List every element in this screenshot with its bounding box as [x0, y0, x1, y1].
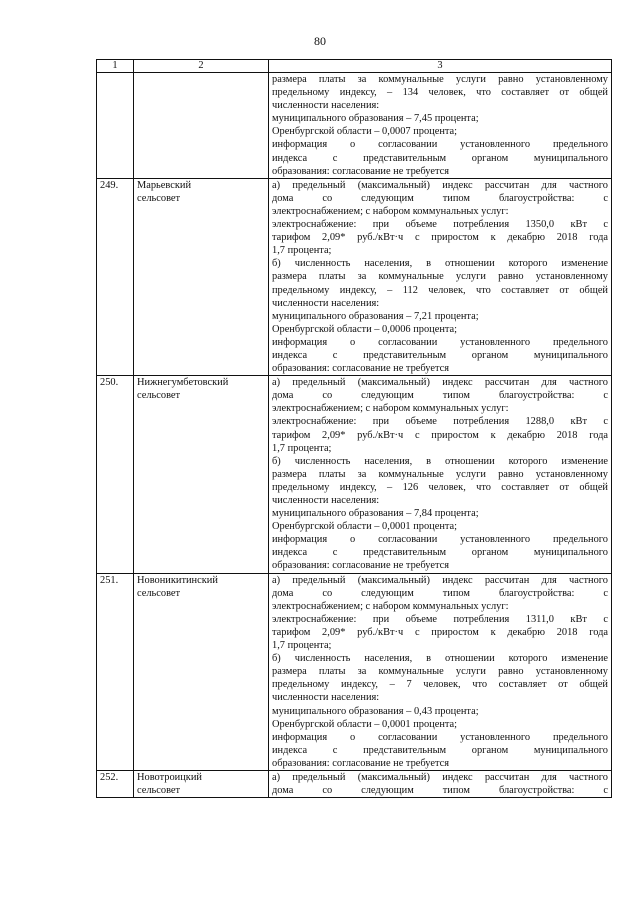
description-line: б) численность населения, в отношении которого изменение	[272, 653, 608, 665]
description-line: размера платы за коммунальные услуги равно установленному	[272, 74, 608, 85]
description-line: дома со следующим типом благоустройства: с	[272, 192, 608, 204]
description-line: муниципального образования – 7,21 процента;	[272, 310, 479, 322]
description-line: информация о согласовании установленного предельного	[272, 336, 608, 348]
description-line: 1,7 процента;	[272, 245, 332, 257]
description-line: б) численность населения, в отношении которого изменение	[272, 455, 608, 467]
description-line: тарифом 2,09* руб./кВт·ч с приростом к декабрю 2018 года	[272, 429, 608, 441]
row-number: 252.	[97, 770, 134, 797]
description-line: численности населения:	[272, 495, 380, 506]
description-line: Оренбургской области – 0,0001 процента;	[272, 718, 458, 730]
table-body	[97, 73, 612, 798]
table-row	[97, 770, 612, 797]
description-line: предельному индексу, – 7 человек, что составляет от общей	[272, 679, 608, 691]
description-line: электроснабжение: при объеме потребления 1350,0 кВт с	[272, 219, 608, 231]
municipality-name: Новотроицкий сельсовет	[134, 770, 269, 797]
column-header-1: 1	[97, 60, 134, 73]
description-line: муниципального образования – 0,43 процента;	[272, 705, 479, 717]
description-line: индекса с представительным органом муниципального	[272, 152, 608, 164]
table-row	[97, 573, 612, 770]
description-line: предельному индексу, – 134 человек, что составляет от общей	[272, 87, 608, 99]
continuation-row	[97, 73, 612, 179]
row-number: 249.	[97, 178, 134, 375]
municipality-cell	[134, 73, 269, 179]
municipality-name: Марьевский сельсовет	[134, 178, 269, 375]
table-header-row	[97, 60, 612, 73]
row-number: 251.	[97, 573, 134, 770]
description-line: муниципального образования – 7,45 процента;	[272, 113, 479, 125]
page-number: 80	[314, 34, 326, 48]
description-line: 1,7 процента;	[272, 640, 332, 652]
description-line: Оренбургской области – 0,0001 процента;	[272, 521, 458, 533]
description-line: электроснабжением; с набором коммунальных услуг:	[272, 403, 509, 415]
description-line: индекса с представительным органом муниципального	[272, 349, 608, 361]
description-line: а) предельный (максимальный) индекс рассчитан для частного	[272, 771, 608, 783]
municipality-name: Нижнегумбетовский сельсовет	[134, 376, 269, 573]
description-line: численности населения:	[272, 100, 380, 112]
description-line: численности населения:	[272, 692, 380, 704]
description-line: дома со следующим типом благоустройства: с	[272, 390, 608, 402]
description-line: муниципального образования – 7,84 процента;	[272, 508, 479, 520]
row-number-cell	[97, 73, 134, 179]
description-line: информация о согласовании установленного предельного	[272, 139, 608, 151]
description-line: предельному индексу, – 112 человек, что составляет от общей	[272, 284, 608, 296]
description-line: предельному индексу, – 126 человек, что составляет от общей	[272, 481, 608, 493]
description-cell	[269, 73, 612, 179]
description-line: численности населения:	[272, 297, 380, 309]
description-line: а) предельный (максимальный) индекс рассчитан для частного	[272, 377, 608, 389]
tariff-index-table	[96, 59, 612, 798]
description-line: образования: согласование не требуется	[272, 165, 450, 177]
description-line: а) предельный (максимальный) индекс рассчитан для частного	[272, 574, 608, 586]
table-row	[97, 178, 612, 375]
description-line: размера платы за коммунальные услуги равно установленному	[272, 468, 608, 480]
description-cell	[269, 573, 612, 770]
description-cell	[269, 178, 612, 375]
description-line: электроснабжением; с набором коммунальных услуг:	[272, 205, 509, 217]
description-cell	[269, 770, 612, 797]
description-line: 1,7 процента;	[272, 442, 332, 454]
table-row	[97, 376, 612, 573]
description-line: размера платы за коммунальные услуги равно установленному	[272, 271, 608, 283]
column-header-2: 2	[134, 60, 269, 73]
description-line: образования: согласование не требуется	[272, 560, 450, 572]
description-line: дома со следующим типом благоустройства: с	[272, 587, 608, 599]
description-line: Оренбургской области – 0,0007 процента;	[272, 126, 458, 138]
municipality-name: Новоникитинский сельсовет	[134, 573, 269, 770]
description-line: б) численность населения, в отношении которого изменение	[272, 258, 608, 270]
description-line: информация о согласовании установленного предельного	[272, 731, 608, 743]
description-line: образования: согласование не требуется	[272, 757, 450, 769]
description-line: индекса с представительным органом муниципального	[272, 744, 608, 756]
description-line: тарифом 2,09* руб./кВт·ч с приростом к декабрю 2018 года	[272, 232, 608, 244]
description-line: образования: согласование не требуется	[272, 363, 450, 375]
row-number: 250.	[97, 376, 134, 573]
description-line: информация о согласовании установленного предельного	[272, 534, 608, 546]
description-line: электроснабжение: при объеме потребления 1311,0 кВт с	[272, 613, 608, 625]
description-line: размера платы за коммунальные услуги равно установленному	[272, 666, 608, 678]
description-line: тарифом 2,09* руб./кВт·ч с приростом к декабрю 2018 года	[272, 626, 608, 638]
description-cell	[269, 376, 612, 573]
description-line: Оренбургской области – 0,0006 процента;	[272, 323, 458, 335]
description-line: электроснабжением; с набором коммунальных услуг:	[272, 600, 509, 612]
description-line: электроснабжение: при объеме потребления 1288,0 кВт с	[272, 416, 608, 428]
column-header-3: 3	[269, 60, 612, 73]
description-line: дома со следующим типом благоустройства: с	[272, 785, 608, 797]
description-line: а) предельный (максимальный) индекс рассчитан для частного	[272, 179, 608, 191]
description-line: индекса с представительным органом муниципального	[272, 547, 608, 559]
